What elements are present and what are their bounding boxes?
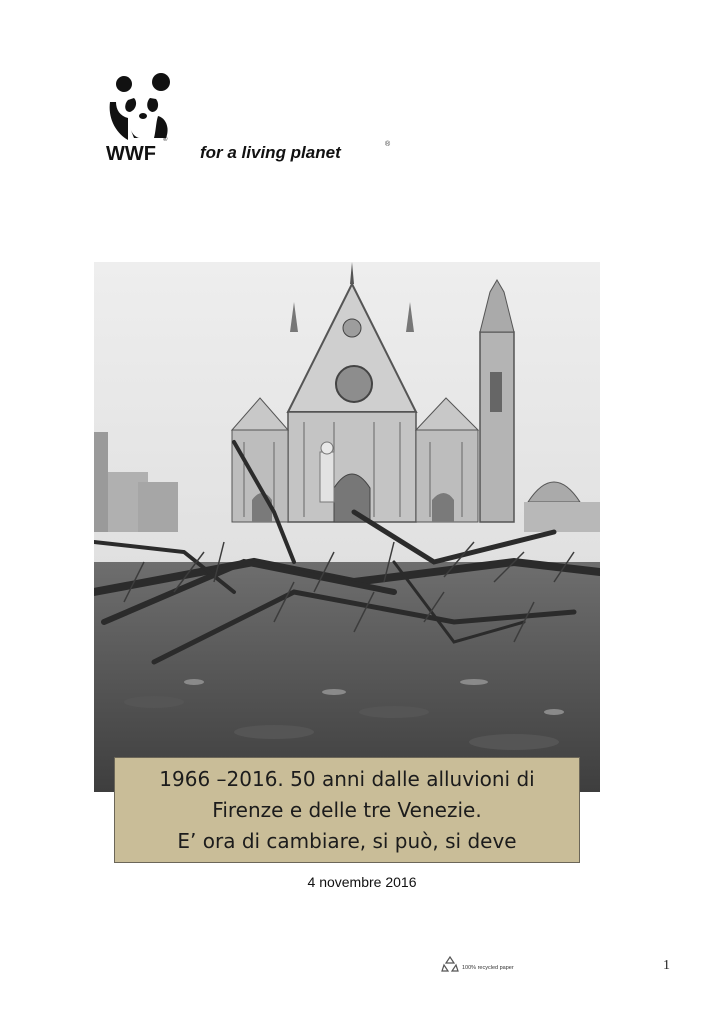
logo-registered-mark: ® [163,137,168,143]
wwf-wordmark: WWF [106,143,156,165]
tagline: for a living planet [200,143,341,162]
flood-photo-santa-croce-icon [94,262,600,792]
page-number: 1 [663,958,670,973]
recycle-icon [440,955,460,973]
title-box [114,757,580,863]
tagline-registered-mark: ® [385,141,391,148]
recycled-paper-text: 100% recycled paper [462,965,514,971]
recycled-paper-notice [440,955,514,973]
flood-photo [94,262,600,792]
title-line-1: 1966 –2016. 50 anni dalle alluvioni di [159,766,535,791]
document-date: 4 novembre 2016 [307,874,417,890]
title-line-3: E’ ora di cambiare, si può, si deve [177,828,517,853]
title-line-2: Firenze e delle tre Venezie. [212,797,482,822]
